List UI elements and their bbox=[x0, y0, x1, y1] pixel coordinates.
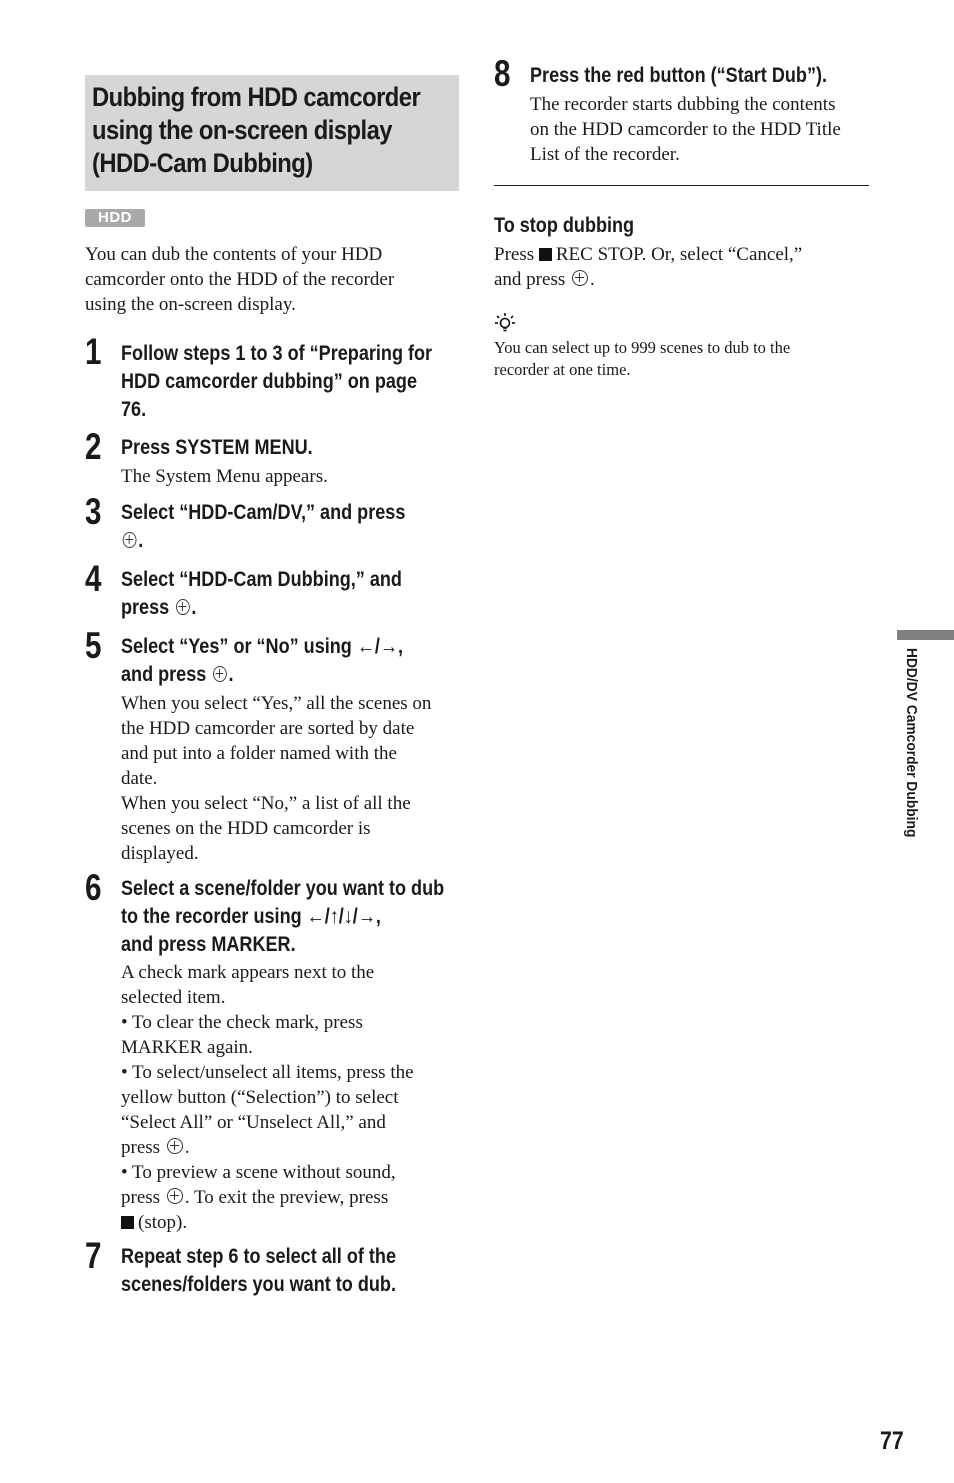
hdd-badge: HDD bbox=[85, 209, 145, 227]
step-body: The System Menu appears. bbox=[121, 466, 328, 487]
step-heading: Press SYSTEM MENU. bbox=[121, 436, 313, 459]
step-number: 3 bbox=[85, 491, 102, 532]
lightbulb-icon bbox=[494, 312, 516, 336]
page-number: 77 bbox=[880, 1427, 904, 1455]
step-number: 2 bbox=[85, 426, 102, 467]
step-body: When you select “Yes,” all the scenes on the HDD camcorder are sorted by date and put into a folder named with the date. When you select “No,” a list of all the scenes on the HDD camcorder is displayed. bbox=[121, 693, 432, 864]
section-title: Dubbing from HDD camcorder using the on-screen display (HDD-Cam Dubbing) bbox=[92, 82, 421, 178]
enter-icon bbox=[213, 666, 227, 682]
chapter-tab-bar bbox=[897, 630, 954, 640]
step-heading: Follow steps 1 to 3 of “Preparing for HDD camcorder dubbing” on page 76. bbox=[121, 342, 433, 421]
step-body: A check mark appears next to the selected item. • To clear the check mark, press MARKER again. • To select/unselect all items, press the yellow button (“Selection”) to select “Select All” or “Unselect All,” and press . • To preview a scene without sound, press . To exit the preview, press (stop). bbox=[121, 962, 414, 1233]
intro-paragraph: You can dub the contents of your HDD camcorder onto the HDD of the recorder using the on-screen display. bbox=[85, 244, 395, 315]
bullet-item: • To preview a scene without sound, press . To exit the preview, press (stop). bbox=[121, 1162, 396, 1233]
step-number: 5 bbox=[85, 625, 102, 666]
chapter-tab-label: HDD/DV Camcorder Dubbing bbox=[903, 648, 920, 838]
step-heading: Select a scene/folder you want to dub to the recorder using ←/↑/↓/→, and press MARKER. bbox=[121, 877, 445, 956]
step-heading: Select “Yes” or “No” using ←/→, and press . bbox=[121, 635, 404, 686]
step-heading: Repeat step 6 to select all of the scenes/folders you want to dub. bbox=[121, 1245, 396, 1296]
divider bbox=[494, 185, 869, 186]
stop-body: Press REC STOP. Or, select “Cancel,” and press . bbox=[494, 244, 803, 290]
step-number: 4 bbox=[85, 558, 102, 599]
section-title-box bbox=[85, 75, 459, 191]
step-body: The recorder starts dubbing the contents on the HDD camcorder to the HDD Title List of the recorder. bbox=[530, 94, 841, 165]
step-number: 1 bbox=[85, 331, 102, 372]
step-heading: Select “HDD-Cam/DV,” and press . bbox=[121, 501, 406, 552]
step-number: 6 bbox=[85, 867, 102, 908]
step-number: 7 bbox=[85, 1235, 102, 1276]
stop-heading: To stop dubbing bbox=[494, 214, 635, 237]
step-number: 8 bbox=[494, 53, 511, 94]
tip-text: You can select up to 999 scenes to dub to the recorder at one time. bbox=[494, 338, 791, 379]
enter-icon bbox=[167, 1188, 183, 1204]
stop-icon bbox=[121, 1216, 134, 1229]
enter-icon bbox=[176, 599, 190, 615]
bullet-item: • To clear the check mark, press MARKER again. bbox=[121, 1012, 363, 1058]
bullet-item: • To select/unselect all items, press the yellow button (“Selection”) to select “Select All” or “Unselect All,” and press . bbox=[121, 1062, 414, 1158]
step-heading: Select “HDD-Cam Dubbing,” and press . bbox=[121, 568, 402, 619]
step-heading: Press the red button (“Start Dub”). bbox=[530, 64, 828, 87]
stop-icon bbox=[539, 248, 552, 261]
enter-icon bbox=[123, 532, 137, 548]
enter-icon bbox=[572, 270, 588, 286]
enter-icon bbox=[167, 1138, 183, 1154]
